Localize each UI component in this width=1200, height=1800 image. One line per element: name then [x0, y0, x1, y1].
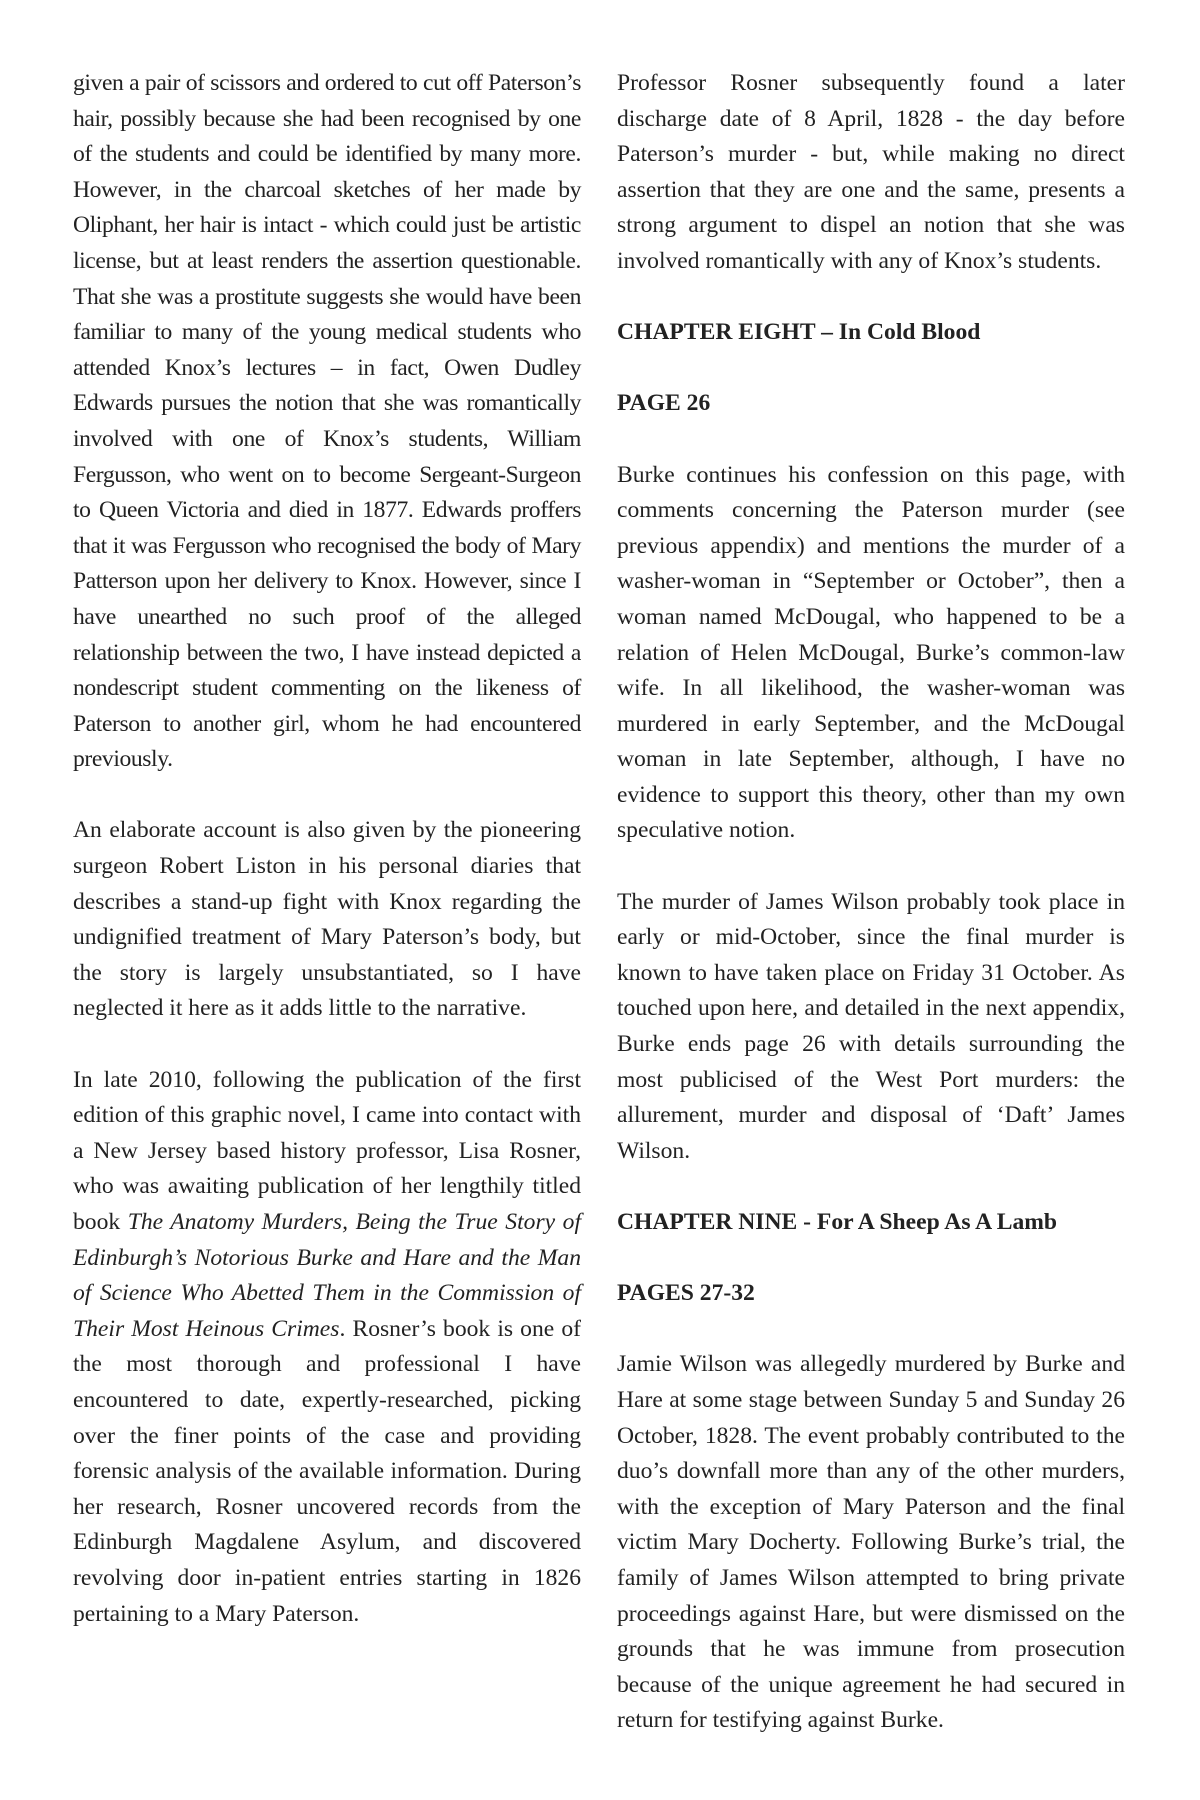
left-column [73, 66, 581, 1632]
paragraph-liston: An elaborate account is also given by the pioneering surgeon Robert Liston in his personal diaries that describes a stand-up fight with Knox regarding the undignified treatment of Mary Paterson’s body, but the story is largely unsubstantiated, so I have neglected it here as it adds little to the narrative. [73, 817, 581, 1022]
paragraph-discharge-date: Professor Rosner subsequently found a later discharge date of 8 April, 1828 - the day before Paterson’s murder - but, while making no direct assertion that they are one and the same, presents a strong argument to dispel an notion that she was involved romantically with any of Knox’s students. [617, 70, 1125, 274]
book-title: The Anatomy Murders, Being the True Story of Edinburgh’s Notorious Burke and Hare and the Man of Science Who Abetted Them in the Commission of Their Most Heinous Crimes [73, 1209, 581, 1342]
rosner-text-end: . Rosner’s book is one of the most thorough and professional I have encountered to date, expertly-researched, picking over the finer points of the case and providing forensic analysis of the available information. During her research, Rosner uncovered records from the Edinburgh Magdalene Asylum, and discovered revolving door in-patient entries starting in 1826 pertaining to a Mary Paterson. [73, 1315, 581, 1627]
chapter-eight-heading: CHAPTER EIGHT – In Cold Blood [617, 319, 981, 346]
page-26-heading: PAGE 26 [617, 390, 711, 417]
paragraph-scissors: given a pair of scissors and ordered to cut off Paterson’s hair, possibly because she had been recognised by one of the students and could be identified by many more. However, in the charcoal sketches of her made by Oliphant, her hair is intact - which could just be artistic license, but at least renders the assertion questionable. That she was a prostitute suggests she would have been familiar to many of the young medical students who attended Knox’s lectures – in fact, Owen Dudley Edwards pursues the notion that she was romantically involved with one of Knox’s students, William Fergusson, who went on to become Sergeant-Surgeon to Queen Victoria and died in 1877. Edwards proffers that it was Fergusson who recognised the body of Mary Patterson upon her delivery to Knox. However, since I have unearthed no such proof of the alleged relationship between the two, I have instead depicted a nondescript student commenting on the likeness of Paterson to another girl, whom he had encountered previously. [73, 70, 581, 773]
paragraph-rosner [73, 1063, 581, 1633]
right-column [617, 66, 1125, 1739]
rosner-text-start: In late 2010, following the publication of the first edition of this graphic novel, I came into contact with a New Jersey based history professor, Lisa Rosner, who was awaiting publication of her lengthily titled book [73, 1066, 581, 1235]
pages-27-32-heading: PAGES 27-32 [617, 1280, 755, 1307]
paragraph-confession: Burke continues his confession on this page, with comments concerning the Paterson murder (see previous appendix) and mentions the murder of a washer-woman in “September or October”, then a woman named McDougal, who happened to be a relation of Helen McDougal, Burke’s common-law wife. In all likelihood, the washer-woman was murdered in early September, and the McDougal woman in late September, although, I have no evidence to support this theory, other than my own speculative notion. [617, 461, 1125, 844]
paragraph-jamie-wilson: Jamie Wilson was allegedly murdered by Burke and Hare at some stage between Sunday 5 and Sunday 26 October, 1828. The event probably contributed to the duo’s downfall more than any of the other murders, with the exception of Mary Paterson and the final victim Mary Docherty. Following Burke’s trial, the family of James Wilson attempted to bring private proceedings against Hare, but were dismissed on the grounds that he was immune from prosecution because of the unique agreement he had secured in return for testifying against Burke. [617, 1351, 1125, 1734]
paragraph-james-wilson: The murder of James Wilson probably took place in early or mid-October, since the final murder is known to have taken place on Friday 31 October. As touched upon here, and detailed in the next appendix, Burke ends page 26 with details surrounding the most publicised of the West Port murders: the allurement, murder and disposal of ‘Daft’ James Wilson. [617, 888, 1125, 1164]
chapter-nine-heading: CHAPTER NINE - For A Sheep As A Lamb [617, 1209, 1058, 1235]
